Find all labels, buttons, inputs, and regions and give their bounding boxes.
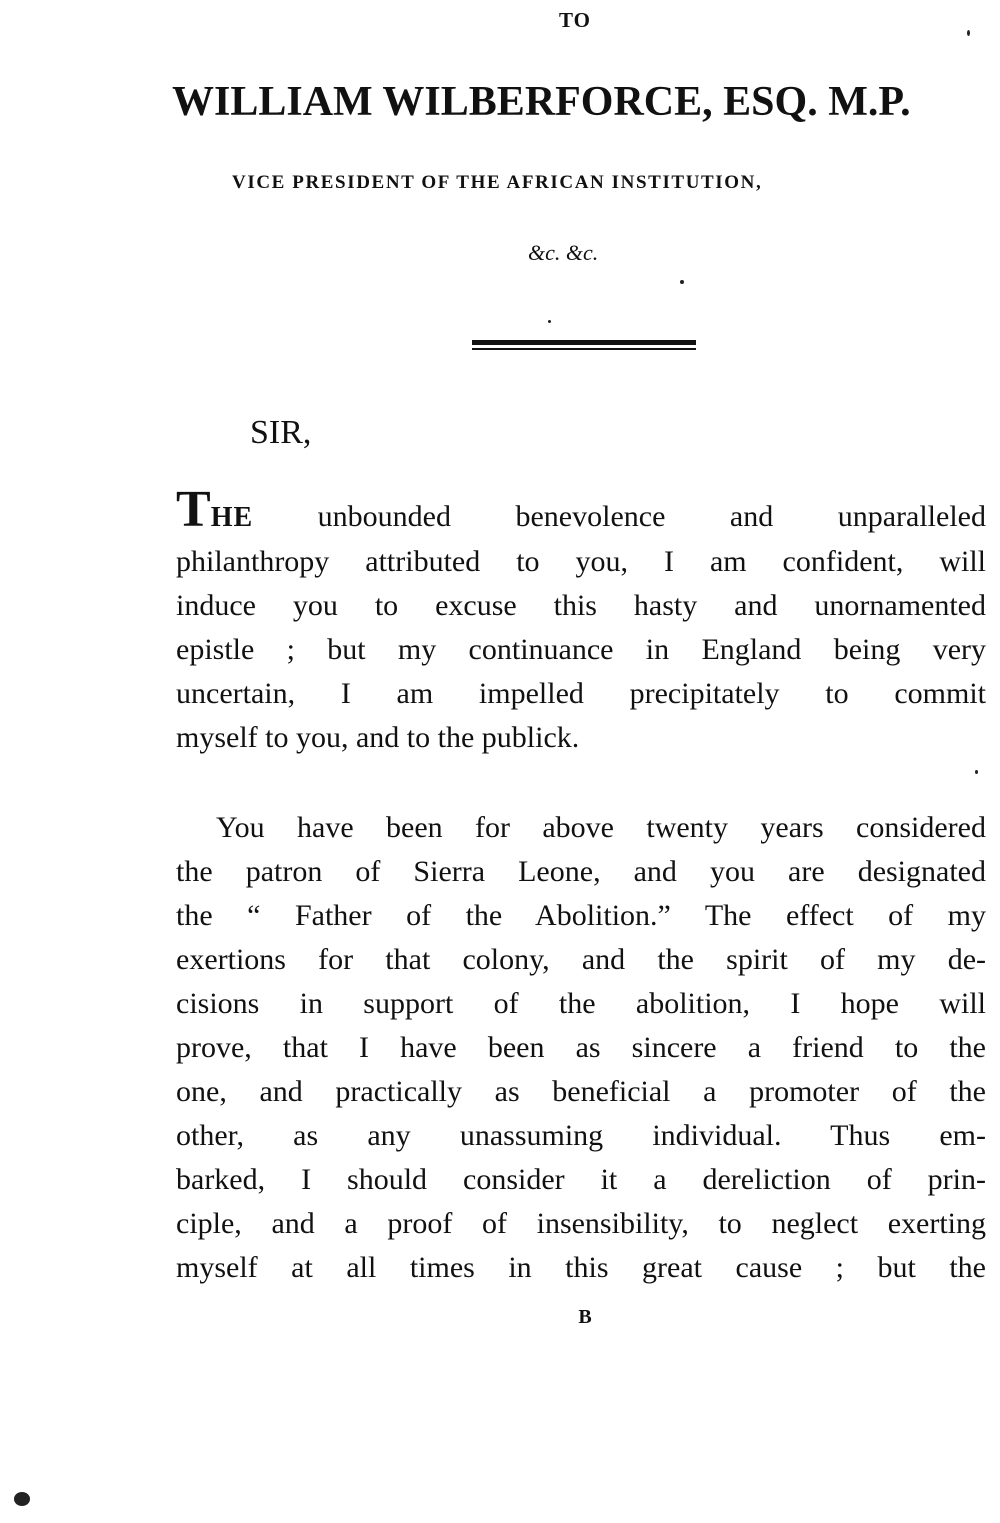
paragraph-line: exertions for that colony, and the spirit of my de- — [176, 943, 986, 976]
signature-mark: B — [578, 1306, 592, 1328]
paragraph-line: uncertain, I am impelled precipitately to commit — [176, 677, 986, 710]
paragraph-line — [176, 481, 986, 540]
addressee-name: WILLIAM WILBERFORCE, ESQ. M.P. — [172, 79, 911, 125]
addressee-title: VICE PRESIDENT OF THE AFRICAN INSTITUTION, — [232, 172, 763, 193]
paragraph-2 — [176, 806, 986, 1290]
paragraph-line: epistle ; but my continuance in England being very — [176, 633, 986, 666]
paragraph-line: myself to you, and to the publick. — [176, 721, 580, 754]
paragraph-line: prove, that I have been as sincere a friend to the — [176, 1031, 986, 1064]
paragraph-line: induce you to excuse this hasty and unornamented — [176, 589, 986, 622]
paragraph-line: philanthropy attributed to you, I am confident, will — [176, 545, 986, 578]
dedication-to: TO — [559, 8, 591, 32]
rule-thick-line — [472, 340, 696, 345]
scan-blemish — [548, 320, 551, 323]
scan-blemish — [975, 770, 978, 774]
etcetera: &c. &c. — [528, 240, 599, 265]
paragraph-line: the “ Father of the Abolition.” The effect of my — [176, 899, 986, 932]
paragraph-line: barked, I should consider it a dereliction of prin- — [176, 1163, 986, 1196]
paragraph-line: You have been for above twenty years considered — [216, 811, 986, 844]
paragraph-line: the patron of Sierra Leone, and you are designated — [176, 855, 986, 888]
scan-blemish — [680, 280, 684, 284]
scan-blemish — [967, 30, 970, 36]
paragraph-line: myself at all times in this great cause ; but the — [176, 1251, 986, 1284]
drop-cap: T — [176, 481, 211, 538]
drop-cap-continuation: HE — [210, 502, 254, 533]
paragraph-line-text: unbounded benevolence and unparalleled — [253, 500, 986, 533]
salutation: SIR, — [250, 414, 312, 451]
paragraph-line: other, as any unassuming individual. Thus em- — [176, 1119, 986, 1152]
paragraph-line: ciple, and a proof of insensibility, to neglect exerting — [176, 1207, 986, 1240]
rule-thin-line — [472, 348, 696, 350]
ornamental-rule — [472, 340, 696, 350]
scan-blemish — [14, 1492, 30, 1506]
paragraph-line: cisions in support of the abolition, I hope will — [176, 987, 986, 1020]
paragraph-1 — [176, 481, 986, 760]
paragraph-line: one, and practically as beneficial a promoter of the — [176, 1075, 986, 1108]
